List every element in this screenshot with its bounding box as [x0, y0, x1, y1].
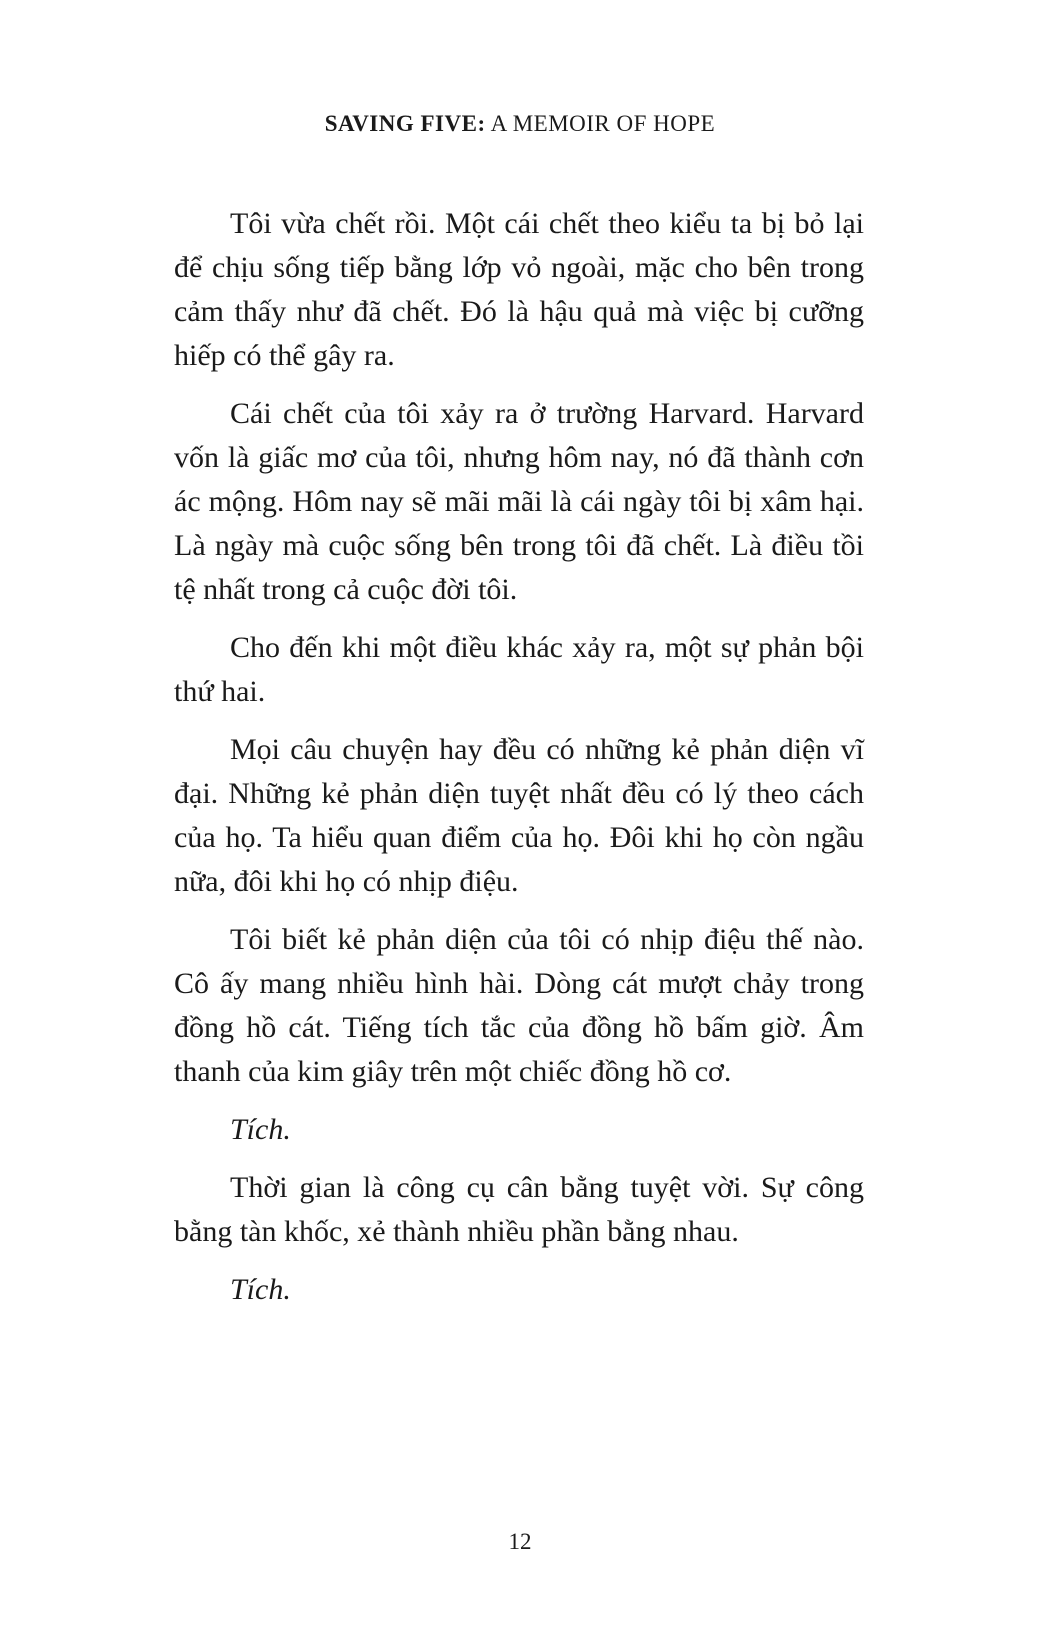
page-number: 12: [508, 1529, 532, 1554]
paragraph: Mọi câu chuyện hay đều có những kẻ phản diện vĩ đại. Những kẻ phản diện tuyệt nhất đều có lý theo cách của họ. Ta hiểu quan điểm của họ. Đôi khi họ còn ngầu nữa, đôi khi họ có nhịp điệu.: [174, 733, 864, 898]
paragraph-italic: Tích.: [230, 1113, 291, 1146]
paragraph: Tôi biết kẻ phản diện của tôi có nhịp điệu thế nào. Cô ấy mang nhiều hình hài. Dòng cát mượt chảy trong đồng hồ cát. Tiếng tích tắc của đồng hồ bấm giờ. Âm thanh của kim giây trên một chiếc đồng hồ cơ.: [174, 923, 864, 1088]
paragraph: Cái chết của tôi xảy ra ở trường Harvard. Harvard vốn là giấc mơ của tôi, nhưng hôm nay, nó đã thành cơn ác mộng. Hôm nay sẽ mãi mãi là cái ngày tôi bị xâm hại. Là ngày mà cuộc sống bên trong tôi đã chết. Là điều tồi tệ nhất trong cả cuộc đời tôi.: [174, 397, 864, 606]
body-text: [174, 202, 864, 1326]
paragraph-italic: Tích.: [230, 1273, 291, 1306]
header-title-bold: SAVING FIVE:: [324, 111, 486, 136]
running-header: [0, 110, 1040, 138]
paragraph: Tôi vừa chết rồi. Một cái chết theo kiểu ta bị bỏ lại để chịu sống tiếp bằng lớp vỏ ngoài, mặc cho bên trong cảm thấy như đã chết. Đó là hậu quả mà việc bị cưỡng hiếp có thể gây ra.: [174, 207, 864, 372]
paragraph: Thời gian là công cụ cân bằng tuyệt vời. Sự công bằng tàn khốc, xẻ thành nhiều phần bằng nhau.: [174, 1171, 864, 1248]
paragraph: Cho đến khi một điều khác xảy ra, một sự phản bội thứ hai.: [174, 631, 864, 708]
header-title-rest: A MEMOIR OF HOPE: [490, 111, 716, 136]
